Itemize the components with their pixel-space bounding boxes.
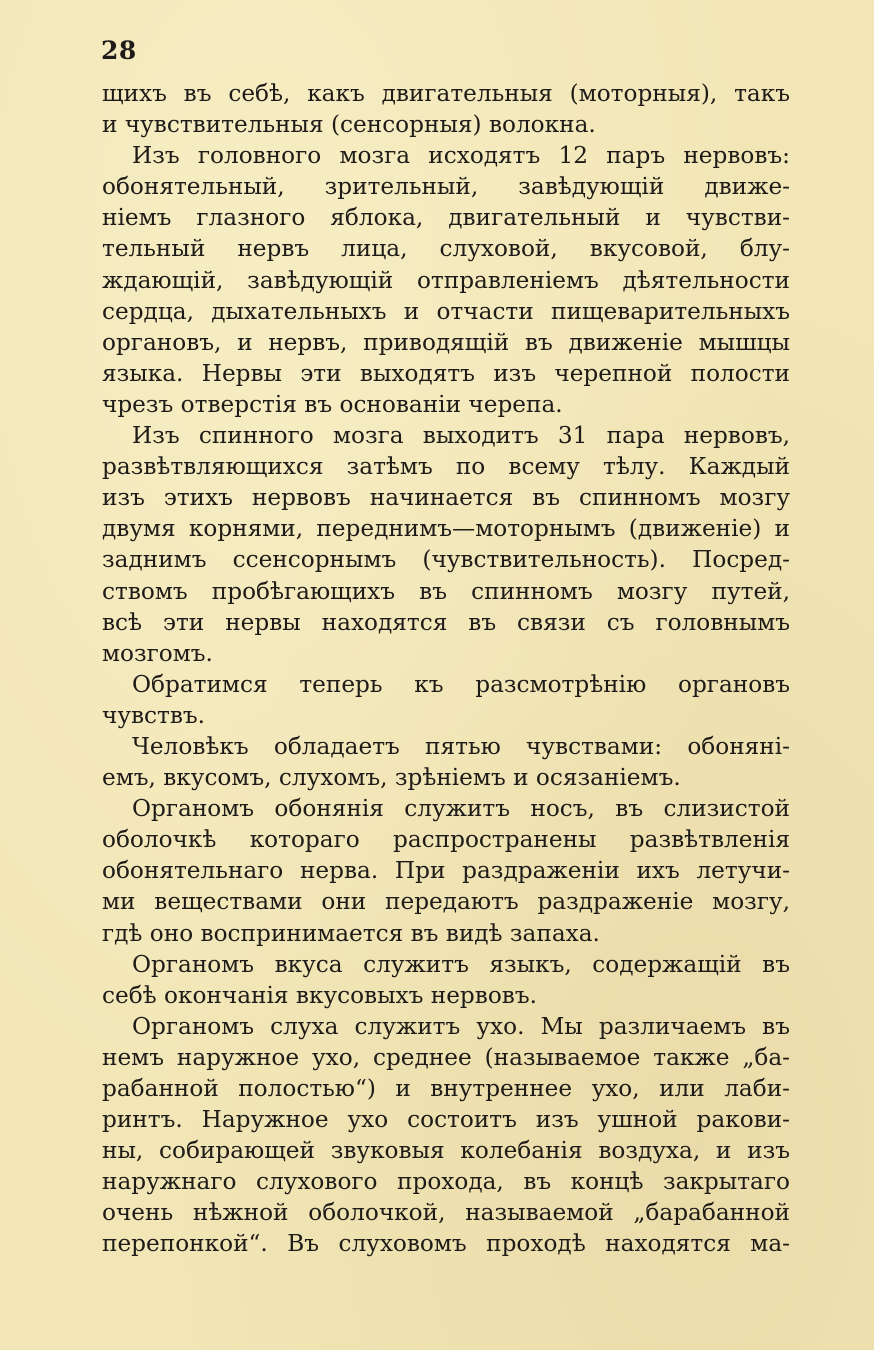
text-line: изъ этихъ нервовъ начинается въ спинномъ мозгу [102, 484, 790, 512]
text-line: немъ наружное ухо, среднее (называемое также „ба- [102, 1043, 790, 1071]
text-line: Органомъ обонянія служитъ носъ, въ слизистой [132, 795, 790, 823]
paragraph [102, 78, 790, 140]
text-line: Изъ головного мозга исходятъ 12 паръ нервовъ: [132, 142, 790, 170]
text-line: щихъ въ себѣ, какъ двигательныя (моторныя), такъ [102, 80, 790, 107]
text-line: мозгомъ. [102, 639, 213, 667]
paragraph [102, 949, 790, 1011]
text-line: Человѣкъ обладаетъ пятью чувствами: обоняні- [132, 732, 790, 760]
text-line: оболочкѣ котораго распространены развѣтвленія [102, 826, 790, 854]
text-line: Органомъ слуха служитъ ухо. Мы различаемъ въ [132, 1012, 790, 1040]
paragraph [102, 1011, 790, 1260]
text-line: емъ, вкусомъ, слухомъ, зрѣніемъ и осязаніемъ. [102, 764, 681, 792]
text-line: ны, собирающей звуковыя колебанія воздуха, и изъ [102, 1137, 790, 1165]
text-line: развѣтвляющихся затѣмъ по всему тѣлу. Каждый [102, 453, 790, 481]
text-line: Обратимся теперь къ разсмотрѣнію органовъ [132, 670, 790, 698]
paragraph [102, 731, 790, 793]
text-line: двумя корнями, переднимъ—моторнымъ (движеніе) и [102, 515, 790, 543]
page-number: 28 [101, 36, 137, 65]
text-line: чрезъ отверстія въ основаніи черепа. [102, 390, 563, 418]
text-line: себѣ окончанія вкусовыхъ нервовъ. [102, 981, 537, 1009]
paragraph [102, 669, 790, 731]
text-line: ніемъ глазного яблока, двигательный и чувстви- [102, 204, 790, 232]
paragraph [102, 793, 790, 948]
text-line: ждающій, завѣдующій отправленіемъ дѣятельности [102, 266, 790, 294]
paragraph [102, 140, 790, 420]
text-line: обонятельнаго нерва. При раздраженіи ихъ летучи- [102, 857, 790, 885]
text-line: ринтъ. Наружное ухо состоитъ изъ ушной ракови- [102, 1106, 790, 1134]
paragraph [102, 420, 790, 669]
text-line: заднимъ ссенсорнымъ (чувствительность). Посред- [102, 546, 790, 574]
text-line: языка. Нервы эти выходятъ изъ черепной полости [102, 359, 790, 387]
text-line: обонятельный, зрительный, завѣдующій движе- [102, 173, 790, 201]
text-line: чувствъ. [102, 701, 206, 729]
text-line: органовъ, и нервъ, приводящій въ движеніе мышцы [102, 328, 790, 356]
text-line: Изъ спинного мозга выходитъ 31 пара нервовъ, [132, 422, 790, 450]
text-line: тельный нервъ лица, слуховой, вкусовой, блу- [102, 235, 790, 263]
text-line: гдѣ оно воспринимается въ видѣ запаха. [102, 919, 600, 947]
text-line: ствомъ пробѣгающихъ въ спинномъ мозгу путей, [102, 577, 790, 605]
text-line: рабанной полостью“) и внутреннее ухо, или лаби- [102, 1075, 790, 1102]
text-line: и чувствительныя (сенсорныя) волокна. [102, 111, 596, 139]
text-line: сердца, дыхательныхъ и отчасти пищеварительныхъ [102, 297, 790, 325]
text-line: всѣ эти нервы находятся въ связи съ головнымъ [102, 608, 790, 636]
text-line: перепонкой“. Въ слуховомъ проходѣ находятся ма- [102, 1230, 790, 1258]
text-line: Органомъ вкуса служитъ языкъ, содержащій въ [132, 950, 790, 978]
text-line: наружнаго слухового прохода, въ концѣ закрытаго [102, 1168, 790, 1196]
body-text [102, 78, 790, 1260]
text-line: ми веществами они передаютъ раздраженіе мозгу, [102, 888, 790, 916]
text-line: очень нѣжной оболочкой, называемой „барабанной [102, 1199, 790, 1227]
